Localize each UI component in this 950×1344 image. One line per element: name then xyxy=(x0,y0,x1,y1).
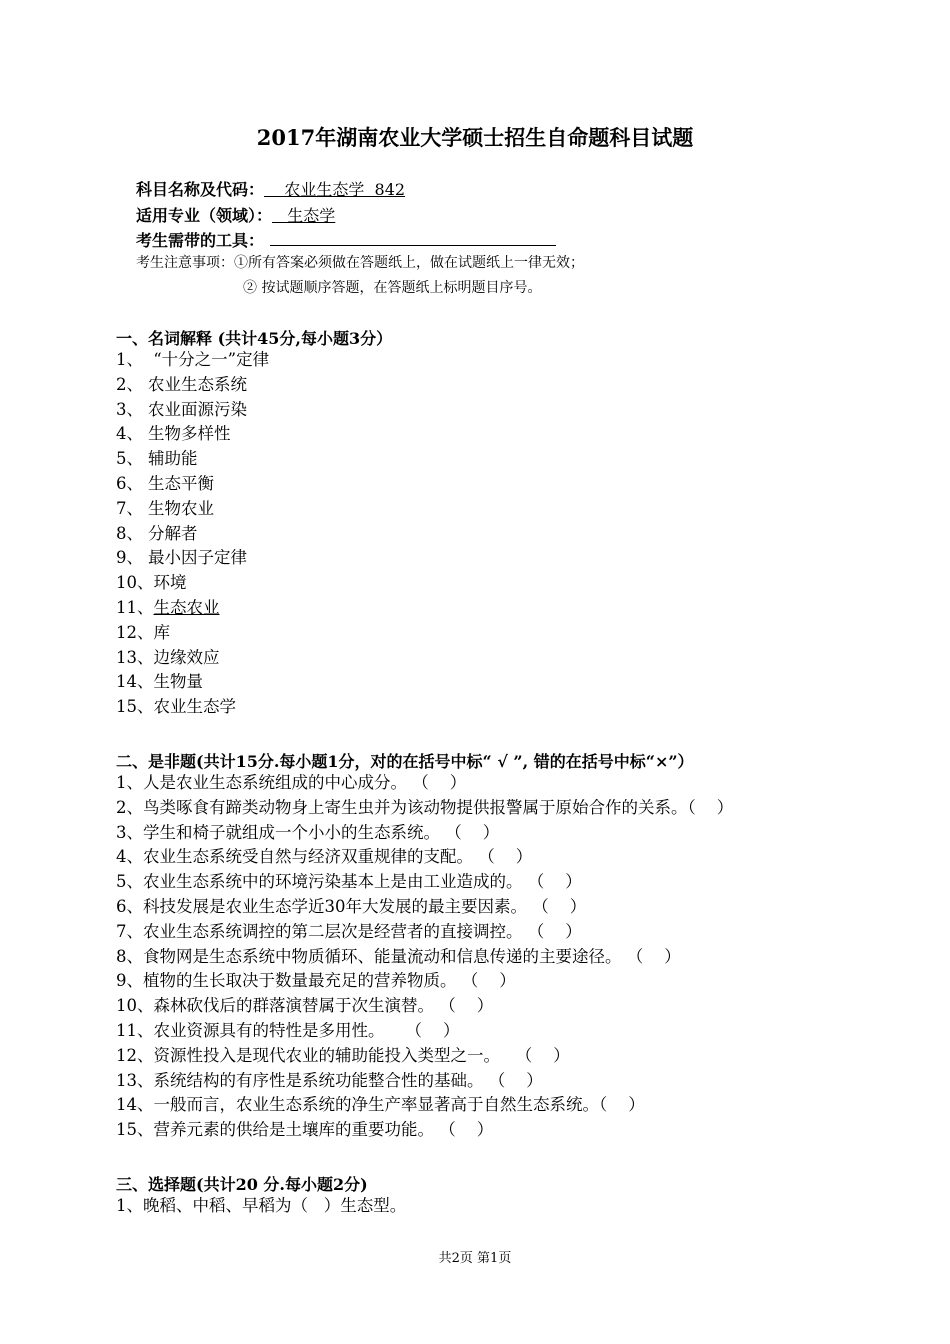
judge-item-text: 一般而言，农业生态系统的净生产率显著高于自然生态系统。（ ） xyxy=(153,1095,645,1115)
judge-item-number: 8、 xyxy=(116,946,143,966)
terms-list xyxy=(116,348,269,720)
term-item-number: 11、 xyxy=(116,597,154,617)
judge-item-text: 农业生态系统调控的第二层次是经营者的直接调控。 （ ） xyxy=(143,921,582,941)
judge-item-number: 4、 xyxy=(116,847,143,867)
term-item-number: 2、 xyxy=(116,374,143,394)
term-item xyxy=(116,670,269,695)
notice-line-1: 考生注意事项：①所有答案必须做在答题纸上，做在试题纸上一律无效； xyxy=(136,255,584,271)
term-item xyxy=(116,398,269,423)
tools-blank xyxy=(270,233,556,246)
tools-label: 考生需带的工具： xyxy=(136,231,265,250)
judge-item xyxy=(116,895,733,920)
term-item-text: 最小因子定律 xyxy=(148,548,247,568)
term-item xyxy=(116,646,269,671)
judge-item xyxy=(116,1044,733,1069)
term-item-number: 13、 xyxy=(116,647,154,667)
term-item xyxy=(116,546,269,571)
term-item-text: 辅助能 xyxy=(148,449,198,469)
judge-item xyxy=(116,821,733,846)
judge-item-text: 农业生态系统受自然与经济双重规律的支配。 （ ） xyxy=(143,847,533,867)
term-item xyxy=(116,472,269,497)
term-item-text: 生物量 xyxy=(153,672,203,692)
judge-item xyxy=(116,845,733,870)
judge-item xyxy=(116,1069,733,1094)
judge-list xyxy=(116,771,733,1143)
choice-item xyxy=(116,1194,406,1219)
judge-item xyxy=(116,994,733,1019)
choice-list xyxy=(116,1194,406,1219)
notice-line-2: ② 按试题顺序答题，在答题纸上标明题目序号。 xyxy=(243,280,542,296)
judge-item-number: 12、 xyxy=(116,1045,154,1065)
term-item xyxy=(116,522,269,547)
judge-item-text: 学生和椅子就组成一个小小的生态系统。 （ ） xyxy=(143,822,500,842)
term-item-number: 7、 xyxy=(116,498,143,518)
term-item-text: 生物农业 xyxy=(148,498,214,518)
term-item xyxy=(116,497,269,522)
term-item xyxy=(116,596,269,621)
choice-item-number: 1、 xyxy=(116,1196,143,1215)
term-item xyxy=(116,348,269,373)
term-item xyxy=(116,447,269,472)
subject-line xyxy=(136,177,405,200)
judge-item-number: 10、 xyxy=(116,996,154,1016)
term-item xyxy=(116,695,269,720)
term-item-number: 8、 xyxy=(116,523,143,543)
judge-item xyxy=(116,945,733,970)
judge-item xyxy=(116,796,733,821)
term-item-text: “十分之一”定律 xyxy=(148,350,270,369)
judge-item xyxy=(116,1093,733,1118)
term-item-number: 14、 xyxy=(116,672,154,692)
term-item-text: 生态平衡 xyxy=(148,473,214,493)
judge-item-number: 5、 xyxy=(116,872,143,892)
term-item-number: 9、 xyxy=(116,548,143,568)
judge-item-text: 森林砍伐后的群落演替属于次生演替。 （ ） xyxy=(153,996,494,1016)
major-value: 生态学 xyxy=(272,206,336,225)
judge-item-number: 6、 xyxy=(116,896,143,916)
judge-item-text: 资源性投入是现代农业的辅助能投入类型之一。 （ ） xyxy=(153,1045,570,1065)
judge-item-number: 11、 xyxy=(116,1020,154,1040)
judge-item-text: 植物的生长取决于数量最充足的营养物质。 （ ） xyxy=(143,971,516,991)
section1-heading: 一、名词解释 (共计45分,每小题3分） xyxy=(116,329,393,348)
judge-item xyxy=(116,870,733,895)
judge-item-text: 农业资源具有的特性是多用性。 （ ） xyxy=(153,1020,460,1040)
page-title: 2017年湖南农业大学硕士招生自命题科目试题 xyxy=(256,125,694,150)
judge-item-text: 科技发展是农业生态学近30年大发展的最主要因素。 （ ） xyxy=(143,896,587,916)
judge-item-number: 15、 xyxy=(116,1120,154,1140)
term-item xyxy=(116,422,269,447)
term-item xyxy=(116,621,269,646)
judge-item-text: 食物网是生态系统中物质循环、能量流动和信息传递的主要途径。 （ ） xyxy=(143,946,681,966)
judge-item-text: 系统结构的有序性是系统功能整合性的基础。 （ ） xyxy=(153,1070,543,1090)
judge-item-text: 农业生态系统中的环境污染基本上是由工业造成的。 （ ） xyxy=(143,872,582,892)
term-item-number: 6、 xyxy=(116,473,143,493)
term-item-number: 1、 xyxy=(116,350,143,369)
judge-item-number: 7、 xyxy=(116,921,143,941)
page-footer: 共2页 第1页 xyxy=(438,1251,512,1266)
term-item-text: 库 xyxy=(153,622,170,642)
term-item-number: 15、 xyxy=(116,697,154,717)
judge-item-number: 14、 xyxy=(116,1095,154,1115)
tools-line xyxy=(136,228,556,251)
judge-item-number: 3、 xyxy=(116,822,143,842)
judge-item-number: 13、 xyxy=(116,1070,154,1090)
judge-item-text: 人是农业生态系统组成的中心成分。 （ ） xyxy=(143,773,467,792)
term-item-text: 分解者 xyxy=(148,523,198,543)
term-item-number: 10、 xyxy=(116,573,154,593)
term-item-text: 生态农业 xyxy=(153,597,220,617)
major-label: 适用专业（领域）： xyxy=(136,206,273,225)
subject-value: 农业生态学 842 xyxy=(264,180,406,199)
judge-item-number: 2、 xyxy=(116,797,143,817)
section2-heading: 二、是非题(共计15分.每小题1分，对的在括号中标“ √ ”, 错的在括号中标“×”） xyxy=(116,752,694,771)
term-item-text: 生物多样性 xyxy=(148,424,231,444)
judge-item xyxy=(116,771,733,796)
subject-label: 科目名称及代码： xyxy=(136,180,265,199)
section3-heading: 三、选择题(共计20 分.每小题2分) xyxy=(116,1175,368,1194)
term-item xyxy=(116,571,269,596)
judge-item xyxy=(116,1019,733,1044)
judge-item-text: 营养元素的供给是土壤库的重要功能。 （ ） xyxy=(153,1120,494,1140)
judge-item-number: 9、 xyxy=(116,971,143,991)
term-item-text: 农业生态学 xyxy=(153,697,236,717)
term-item-number: 3、 xyxy=(116,399,143,419)
judge-item-text: 鸟类啄食有蹄类动物身上寄生虫并为该动物提供报警属于原始合作的关系。（ ） xyxy=(143,797,734,817)
term-item-text: 农业生态系统 xyxy=(148,374,247,394)
major-line xyxy=(136,203,335,226)
term-item-text: 农业面源污染 xyxy=(148,399,247,419)
judge-item-number: 1、 xyxy=(116,773,143,792)
choice-item-text: 晚稻、中稻、早稻为（ ）生态型。 xyxy=(143,1196,407,1215)
term-item-text: 边缘效应 xyxy=(153,647,220,667)
term-item-number: 4、 xyxy=(116,424,143,444)
term-item-number: 12、 xyxy=(116,622,154,642)
judge-item xyxy=(116,969,733,994)
judge-item xyxy=(116,1118,733,1143)
term-item-number: 5、 xyxy=(116,449,143,469)
term-item-text: 环境 xyxy=(153,573,187,593)
term-item xyxy=(116,373,269,398)
judge-item xyxy=(116,920,733,945)
